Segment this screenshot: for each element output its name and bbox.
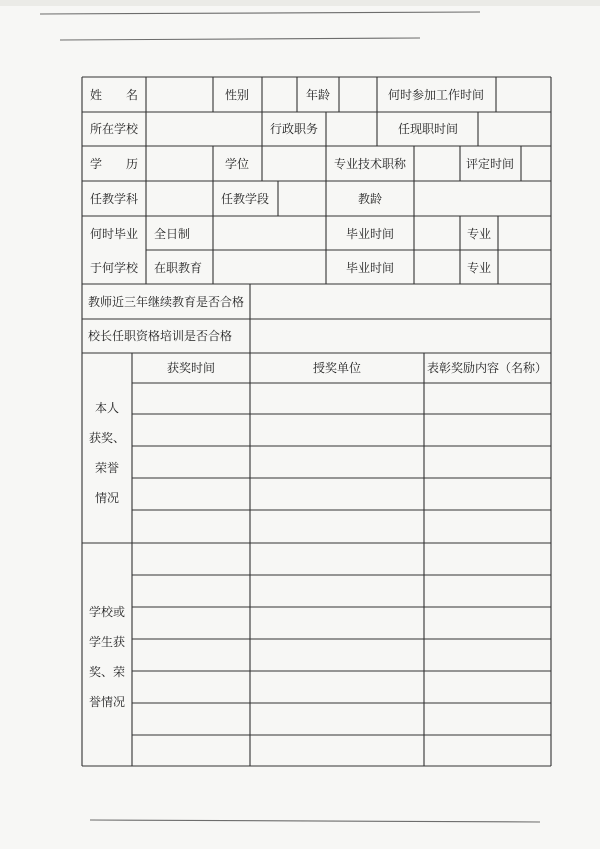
label-teaching-years: 教龄 (357, 192, 383, 206)
label-school-awards-2: 学生获 (88, 635, 126, 649)
label-continuing-education: 教师近三年继续教育是否合格 (88, 295, 245, 309)
label-personal-awards-4: 情况 (94, 491, 120, 505)
label-school-awards-4: 誉情况 (88, 695, 126, 709)
label-personal-awards-1: 本人 (94, 401, 120, 415)
scan-line (90, 820, 540, 822)
label-degree: 学位 (224, 157, 250, 171)
label-school: 所在学校 (89, 122, 139, 136)
label-school-awards-3: 奖、荣 (88, 665, 126, 679)
label-personal-awards-3: 荣誉 (94, 461, 120, 475)
scan-edge-top (0, 0, 600, 6)
scan-line (40, 12, 480, 14)
label-personal-awards-2: 获奖、 (88, 431, 126, 445)
scan-line (60, 38, 420, 40)
label-gender: 性别 (224, 88, 250, 102)
label-fulltime: 全日制 (154, 227, 191, 241)
header-award-content: 表彰奖励内容（名称） (426, 361, 548, 375)
label-age: 年龄 (305, 88, 331, 102)
label-rating-time: 评定时间 (465, 157, 515, 171)
label-name: 姓 名 (89, 88, 139, 102)
label-professional-title: 专业技术职称 (333, 157, 407, 171)
label-teaching-stage: 任教学段 (220, 192, 270, 206)
label-education: 学 历 (89, 157, 139, 171)
label-graduation-time-parttime: 毕业时间 (345, 261, 395, 275)
label-major-parttime: 专业 (466, 261, 492, 275)
label-graduation-where: 于何学校 (89, 261, 139, 275)
label-admin-post: 行政职务 (269, 122, 319, 136)
form-table-grid (82, 77, 551, 766)
label-graduation-when: 何时毕业 (89, 227, 139, 241)
label-parttime: 在职教育 (154, 261, 203, 275)
label-start-work-time: 何时参加工作时间 (387, 88, 485, 102)
label-school-awards-1: 学校或 (88, 605, 126, 619)
label-teaching-subject: 任教学科 (89, 192, 139, 206)
header-award-unit: 授奖单位 (312, 361, 362, 375)
label-current-post-time: 任现职时间 (397, 122, 459, 136)
label-graduation-time-fulltime: 毕业时间 (345, 227, 395, 241)
label-principal-training: 校长任职资格培训是否合格 (88, 329, 233, 343)
label-major-fulltime: 专业 (466, 227, 492, 241)
header-award-time: 获奖时间 (166, 361, 216, 375)
